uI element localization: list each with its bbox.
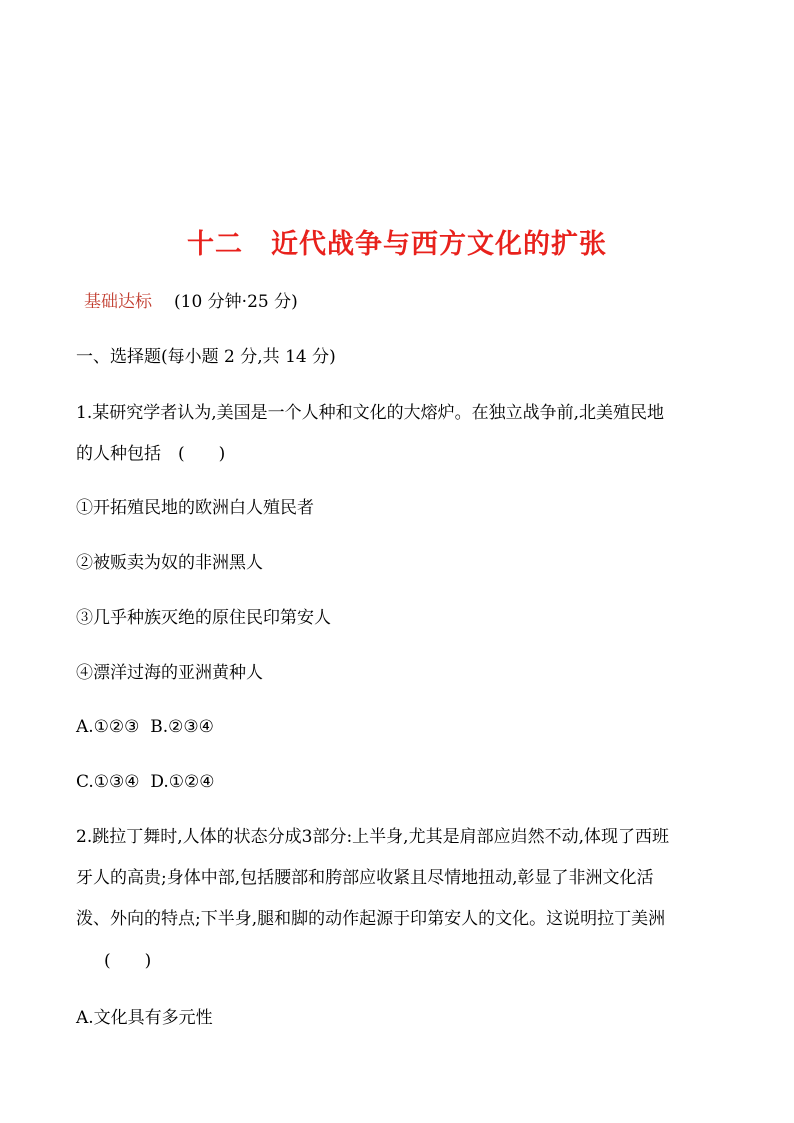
section-meta: (10 分钟·25 分) xyxy=(174,292,298,312)
question-1-item-3: ③几乎种族灭绝的原住民印第安人 xyxy=(76,608,331,628)
question-1-line-1: 1.某研究学者认为,美国是一个人种和文化的大熔炉。在独立战争前,北美殖民地 xyxy=(76,403,665,423)
question-2-line-3: 泼、外向的特点;下半身,腿和脚的动作起源于印第安人的文化。这说明拉丁美洲 xyxy=(76,909,666,929)
question-2-line-4: ( ) xyxy=(104,951,152,971)
section-label: 基础达标 xyxy=(84,292,152,312)
question-1-item-4: ④漂洋过海的亚洲黄种人 xyxy=(76,663,263,683)
question-1-options-row-1: A.①②③ B.②③④ xyxy=(76,717,214,737)
question-2-line-1: 2.跳拉丁舞时,人体的状态分成3部分:上半身,尤其是肩部应岿然不动,体现了西班 xyxy=(76,827,669,847)
section-header xyxy=(84,294,298,311)
question-1-item-1: ①开拓殖民地的欧洲白人殖民者 xyxy=(76,498,314,518)
page-title: 十二 近代战争与西方文化的扩张 xyxy=(187,229,607,260)
question-2-option-a: A.文化具有多元性 xyxy=(76,1008,213,1028)
question-1-options-row-2: C.①③④ D.①②④ xyxy=(76,772,215,792)
question-2-line-2: 牙人的高贵;身体中部,包括腰部和胯部应收紧且尽情地扭动,彰显了非洲文化活 xyxy=(76,868,654,888)
question-1-item-2: ②被贩卖为奴的非洲黑人 xyxy=(76,553,263,573)
part-heading: 一、选择题(每小题 2 分,共 14 分) xyxy=(76,347,336,367)
question-1-line-2: 的人种包括 ( ) xyxy=(76,444,226,464)
